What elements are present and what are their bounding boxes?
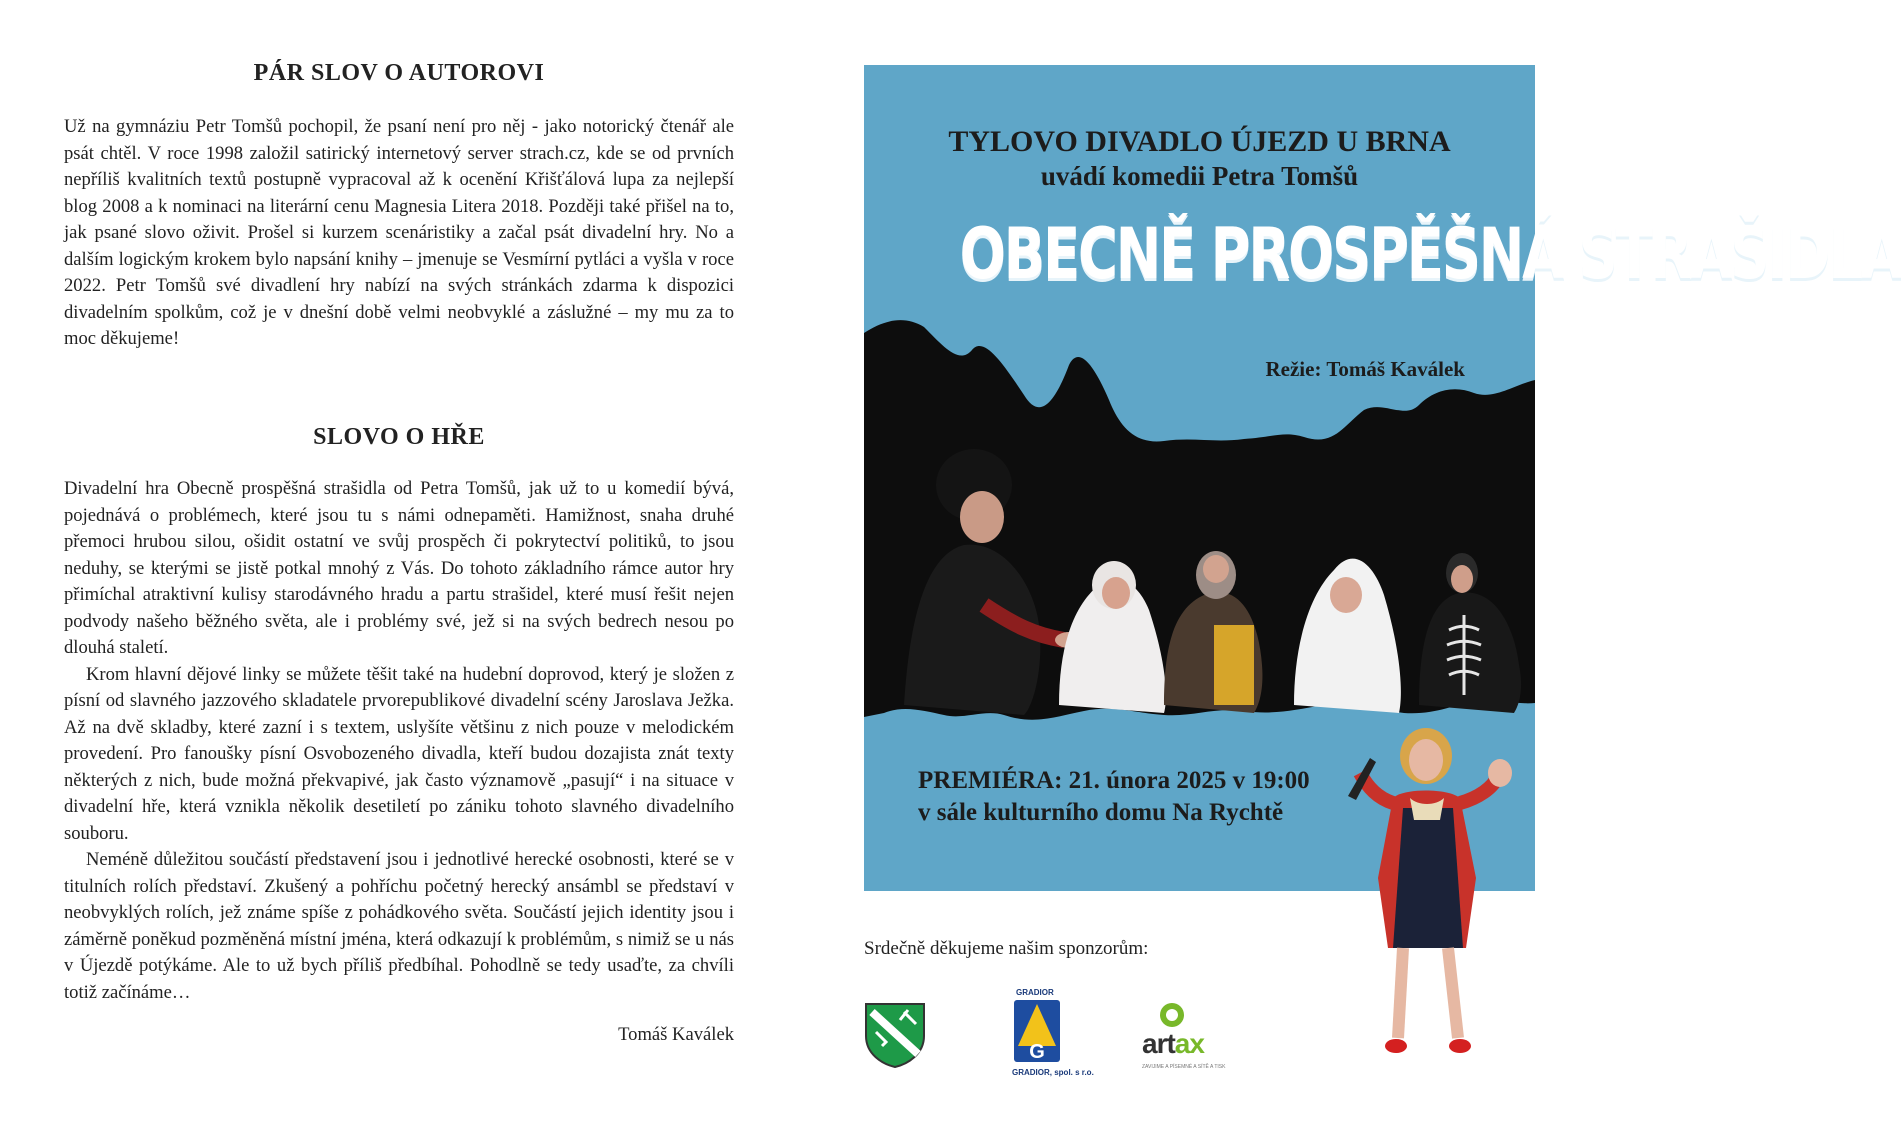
artax-emblem-icon xyxy=(1150,1002,1220,1030)
shield-logo-icon xyxy=(864,1002,926,1072)
actress-photo xyxy=(1348,728,1518,1068)
artax-wordmark: artax xyxy=(1142,1028,1204,1059)
gradior-top-label: GRADIOR xyxy=(1016,988,1054,997)
about-play-paragraph: Neméně důležitou součástí představení jsou i jednotlivé herecké osobnosti, které se v titulních rolích představí. Zkušený a pohříchu početný herecký ansámbl se představí v neobvyklých rolích, jež známe spíše z pohádkového světa. Součástí jejich identity jsou i záměrně poněkud pozměněná místní jména, která odkazují k problémům, s nimiž se u nás v Újezdě potýkáme. Ale to už bych příliš předbíhal. Pohodlně se tedy usaďte, za chvíli totiž začínáme… xyxy=(64,849,734,1003)
artax-tagline: ZAVIJIME A PÍSEMNÉ A SÍTĚ A TISK xyxy=(1142,1064,1226,1070)
poster-premiere xyxy=(918,765,1310,829)
poster-theatre-name: TYLOVO DIVADLO ÚJEZD U BRNA xyxy=(948,125,1451,158)
about-play-heading: SLOVO O HŘE xyxy=(313,424,485,450)
premiere-venue: v sále kulturního domu Na Rychtě xyxy=(918,799,1284,826)
poster-play-title: OBECNĚ PROSPĚŠNÁ STRAŠIDLA xyxy=(959,213,1901,295)
sponsors-label: Srdečně děkujeme našim sponzorům: xyxy=(864,938,1149,959)
about-play-paragraph: Divadelní hra Obecně prospěšná strašidla od Petra Tomšů, jak už to u komedií bývá, pojednává o problémech, které jsou tu s námi odnepaměti. Hamižnost, snaha druhé přemoci hrubou silou, ošidit ostatní ve svůj prospěch či pokrytectví politiků, to jsou neduhy, se kterými se jistě potkal mnohý z Vás. Do tohoto základního rámce autor hry přimíchal atraktivní kulisy starodávného hradu a partu strašidel, které musí řešit nejen podvody našeho běžného světa, ale i problémy své, jež si na svých bedrech nesou po dlouhá staletí. xyxy=(64,478,734,658)
poster-presents: uvádí komedii Petra Tomšů xyxy=(1040,161,1359,191)
about-author-text: Už na gymnáziu Petr Tomšů pochopil, že psaní není pro něj - jako notorický čtenář ale psát chtěl. V roce 1998 založil satirický internetový server strach.cz, kde se od prvních nepříliš kvalitních textů postupně vypracoval až k ocenění Křišťálová lupa za nejlepší blog 2008 a k nominaci na literární cenu Magnesia Litera 2018. Později také přišel na to, jak psané slovo oživit. Prošel si kurzem scenáristiky a začal psát divadelní hry. No a dalším logickým krokem bylo napsání knihy – jmenuje se Vesmírní pytláci a vyšla v roce 2022. Petr Tomšů své divadlení hry nabízí na svých stránkách zdarma k dispozici divadelním spolkům, což je v dnešní době velmi neobvyklé a záslužné – my mu za to moc děkujeme! xyxy=(64,116,734,349)
signature: Tomáš Kaválek xyxy=(618,1024,734,1045)
svg-text:G: G xyxy=(1029,1041,1045,1063)
poster-director: Režie: Tomáš Kaválek xyxy=(1265,357,1465,381)
premiere-date: PREMIÉRA: 21. února 2025 v 19:00 xyxy=(918,767,1310,794)
about-author-heading: PÁR SLOV O AUTOROVI xyxy=(253,60,545,86)
gradior-company-label: GRADIOR, spol. s r.o. xyxy=(1012,1068,1094,1077)
about-play-text xyxy=(64,476,734,1006)
about-play-paragraph: Krom hlavní dějové linky se můžete těšit také na hudební doprovod, který je složen z písní od slavného jazzového skladatele prvorepublikové divadelní scény Jaroslava Ježka. Až na dvě skladby, které zazní i s textem, uslyšíte většinu z nich pouze v melodickém provedení. Pro fanoušky písní Osvobozeného divadla, kteří budou dozajista znát texty některých z nich, bude možná překvapivé, jak často významově „pasují“ i na situace v divadelní hře, která vznikla několik desetiletí po zániku tohoto slavného divadelního souboru. xyxy=(64,663,734,844)
gradior-emblem-icon xyxy=(1012,998,1062,1064)
